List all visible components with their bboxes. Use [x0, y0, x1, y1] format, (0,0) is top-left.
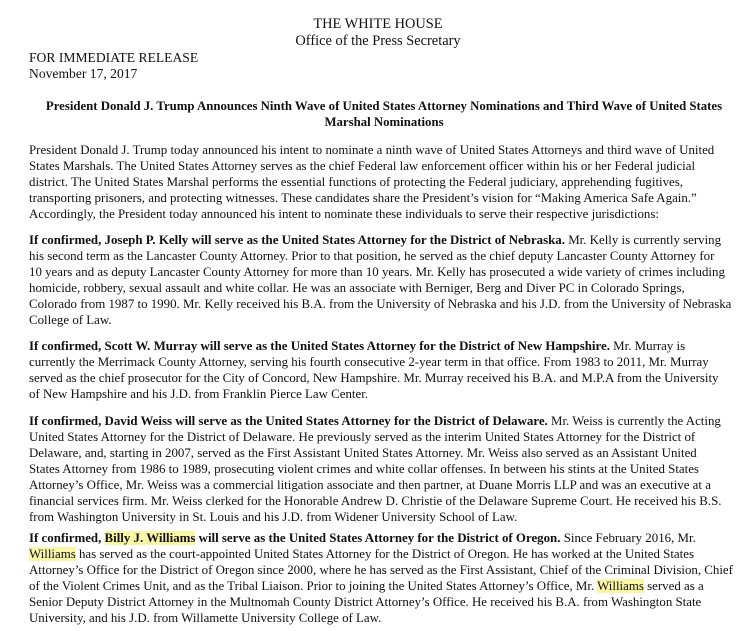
text-segment: Since February 2016, Mr. [560, 531, 696, 545]
text-line [29, 232, 741, 248]
headline-line-2: Marshal Nominations [324, 115, 444, 129]
text-segment: If confirmed, [29, 531, 105, 545]
text-line: from Washington University in St. Louis and his J.D. from Widener University School of Law. [29, 510, 518, 524]
text-line: United States Attorney for the District of Delaware. He previously served as the interim United States Attorney for the District of [29, 430, 696, 444]
office-title: Office of the Press Secretary [295, 33, 461, 49]
text-segment: will serve as the United States Attorney for the District of Oregon. [195, 531, 561, 545]
highlighted-name: Williams [29, 547, 76, 561]
text-segment: has served as the court-appointed United States Attorney for the District of Oregon. He has worked at the United States [75, 547, 694, 561]
text-segment: served as a [643, 579, 704, 593]
headline [34, 98, 734, 130]
text-segment: Mr. Kelly is currently serving [564, 233, 722, 247]
letterhead [0, 16, 756, 50]
text-line: district. The United States Marshal performs the essential functions of protecting the Federal judiciary, apprehending fugitives, [29, 175, 684, 189]
text-line: Senior Deputy District Attorney in the Multnomah County District Attorney’s Office. He received his B.A. from Washington State [29, 595, 702, 609]
williams-paragraph [29, 530, 741, 626]
nominee-lead: If confirmed, David Weiss will serve as the United States Attorney for the District of Delaware. [29, 414, 548, 428]
nominee-lead: If confirmed, Scott W. Murray will serve as the United States Attorney for the District of New Hampshire. [29, 339, 610, 353]
kelly-paragraph [29, 232, 741, 328]
text-line: Attorney’s Office, Mr. Weiss was a commercial litigation associate and then partner, at Duane Morris LLP and was an executive at a [29, 478, 711, 492]
nominee-lead: If confirmed, Joseph P. Kelly will serve as the United States Attorney for the District of Nebraska. [29, 233, 565, 247]
text-segment: Mr. Weiss is currently the Acting [547, 414, 721, 428]
text-line: Colorado from 1987 to 1990. Mr. Kelly received his B.A. from the University of Nebraska and his J.D. from the University of Nebraska [29, 297, 732, 311]
text-line: States Marshals. The United States Attorney serves as the chief Federal law enforcement officer within his or her Federal judicial [29, 159, 696, 173]
text-segment: of the Violent Crimes Unit, and as the Tribal Liaison. Prior to joining the United States Attorney’s Office, Mr. [29, 579, 598, 593]
release-label: FOR IMMEDIATE RELEASE [29, 50, 199, 65]
headline-line-1: President Donald J. Trump Announces Ninth Wave of United States Attorney Nominations and Third Wave of United States [45, 99, 723, 113]
weiss-paragraph [29, 413, 741, 525]
text-line: of New Hampshire and his J.D. from Franklin Pierce Law Center. [29, 387, 369, 401]
text-line [29, 530, 741, 546]
text-line: served as the chief prosecutor for the City of Concord, New Hampshire. Mr. Murray received his B.A. and M.P.A from the University [29, 371, 719, 385]
highlighted-name: Williams [597, 579, 644, 593]
text-line: transporting prisoners, and protecting witnesses. These candidates share the President’s vision for “Making America Safe Again.” [29, 191, 697, 205]
text-segment: Mr. Murray is [609, 339, 686, 353]
text-line: States Attorney from 1986 to 1989, prosecuting violent crimes and white collar offenses. In between his stints at the United States [29, 462, 699, 476]
text-line: homicide, robbery, sexual assault and white collar. He was an associate with Berniger, Berg and Diver PC in Colorado Springs, [29, 281, 685, 295]
text-line: University, and his J.D. from Willamette University College of Law. [29, 611, 382, 625]
text-line [29, 338, 741, 354]
release-info [29, 50, 198, 82]
org-title: THE WHITE HOUSE [313, 16, 443, 32]
text-line: currently the Merrimack County Attorney, serving his fourth consecutive 2-year term in that office. From 1983 to 2011, Mr. Murray [29, 355, 709, 369]
text-line: Delaware, and, starting in 2007, served as the First Assistant United States Attorney. Mr. Weiss also served as an Assistant United [29, 446, 697, 460]
text-line: College of Law. [29, 313, 112, 327]
text-line [29, 578, 741, 594]
text-line [29, 413, 741, 429]
text-line: financial services firm. Mr. Weiss clerked for the Honorable Andrew D. Christie of the Delaware Supreme Court. He received his B.S. [29, 494, 722, 508]
text-line: Accordingly, the President today announced his intent to nominate these individuals to serve their respective jurisdictions: [29, 207, 659, 221]
text-line: 10 years and as deputy Lancaster County Attorney for more than 10 years. Mr. Kelly has prosecuted a wide variety of crimes including [29, 265, 725, 279]
highlighted-name: Billy J. Williams [104, 531, 196, 545]
murray-paragraph [29, 338, 741, 402]
text-line: President Donald J. Trump today announced his intent to nominate a ninth wave of United States Attorneys and third wave of United [29, 143, 715, 157]
release-date: November 17, 2017 [29, 66, 138, 81]
text-line: Attorney’s Office for the District of Oregon since 2000, where he has served as the First Assistant, Chief of the Criminal Division, Chief [29, 563, 733, 577]
nominee-lead [29, 531, 560, 545]
text-line [29, 546, 741, 562]
text-line: his second term as the Lancaster County Attorney. Prior to that position, he served as the chief deputy Lancaster County Attorney for [29, 249, 715, 263]
intro-paragraph [29, 142, 741, 222]
